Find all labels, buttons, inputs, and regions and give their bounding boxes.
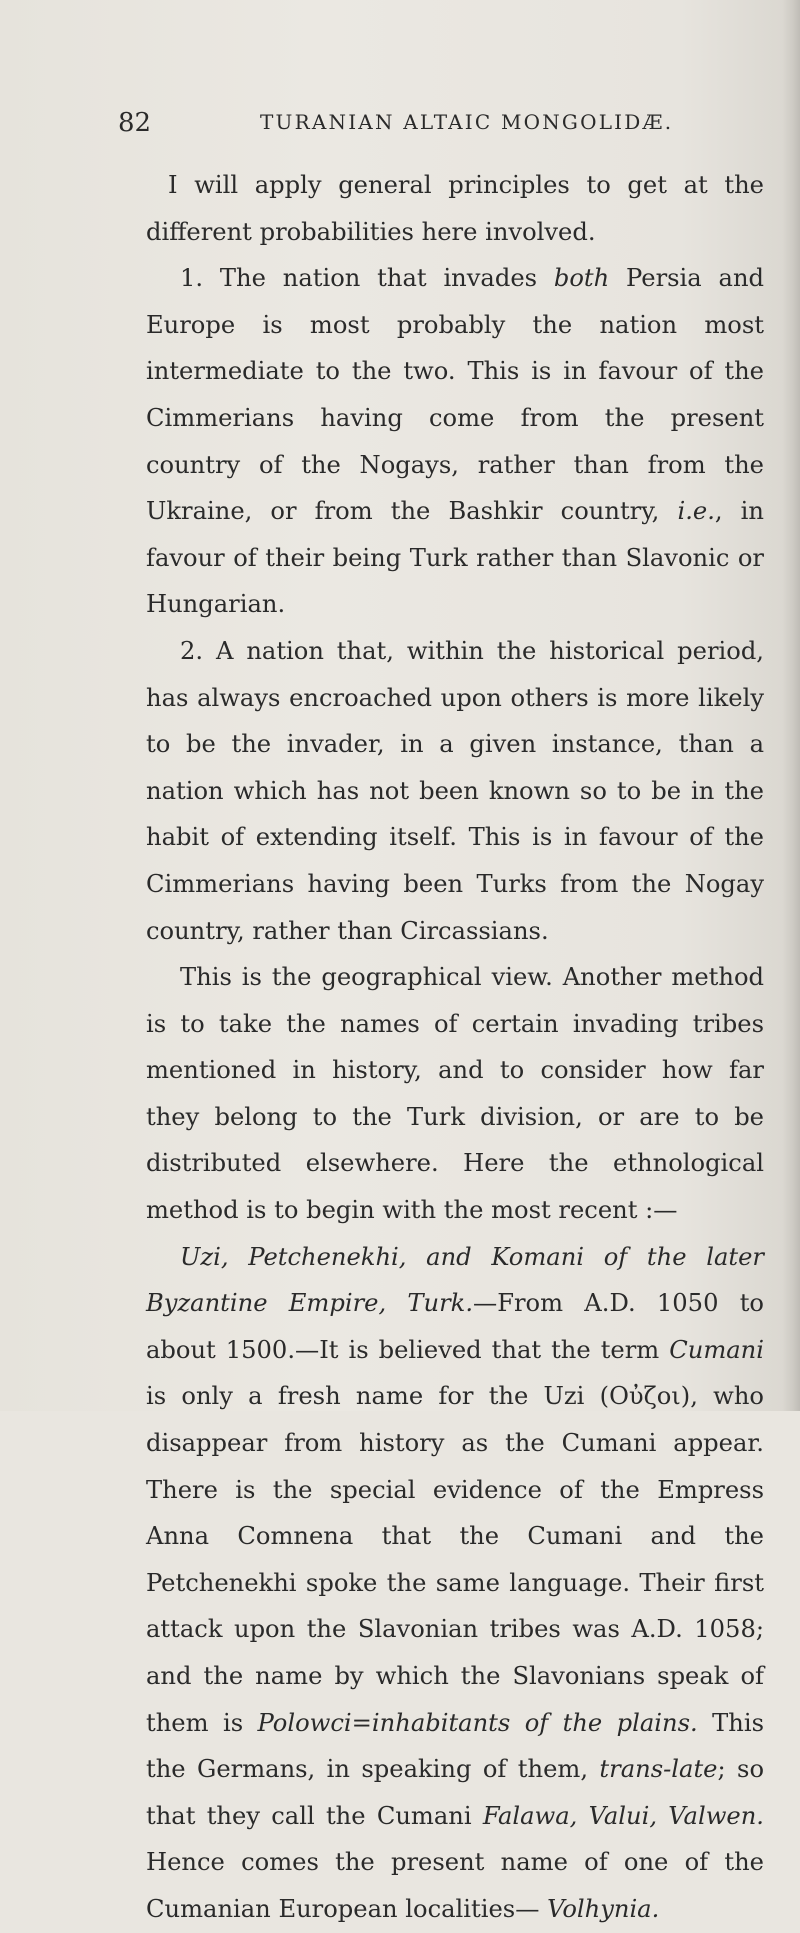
italic-run: Falawa, Valui, Valwen. [482, 1801, 764, 1830]
text-run: Hence comes the present name of one of the Cumanian European localities— [146, 1848, 764, 1923]
italic-run: both [553, 264, 610, 293]
text-run: , in favour of their being Turk rather than Slavonic or Hungarian. [146, 497, 764, 619]
text-run: This the Germans, in speaking of them, [146, 1708, 764, 1784]
page-edge-shadow [782, 0, 800, 1411]
paragraph [146, 628, 764, 954]
paragraph [146, 1234, 764, 1933]
text-run: is only a fresh name for the Uzi (Οὐζοι), who disappear from history as the Cumani appear. There is the special evidence of the Empress Anna Comnena that the Cumani and the Petchenekhi spoke the same language. Their first attack upon the Slavonian tribes was A.D. 1058; and the name by which the Slavonians speak of them is [146, 1382, 764, 1737]
text-run: —From A.D. 1050 to about 1500.—It is believed that the term [146, 1289, 764, 1364]
text-run: 2. A nation that, within the historical period, has always encroached upon others is more likely to be the invader, in a given instance, than a nation which has not been known so to be in the habit of extending itself. This is in favour of the Cimmerians having been Turks from the Nogay country, rather than Circassians. [146, 636, 764, 945]
text-run: ; so that they call the Cumani [146, 1755, 765, 1830]
text-run: I will apply general principles to get at the different probabilities here involved. [146, 171, 764, 246]
italic-run: trans-late [599, 1755, 718, 1784]
body-text [146, 162, 764, 1933]
paragraph [146, 162, 764, 255]
paragraph [146, 954, 764, 1234]
italic-run: Uzi, Petchenekhi, and Komani of the later Byzantine Empire, Turk. [146, 1242, 764, 1318]
running-head: TURANIAN ALTAIC MONGOLIDÆ. [260, 110, 674, 134]
italic-run: Volhynia. [547, 1894, 660, 1923]
page-number: 82 [118, 108, 152, 138]
text-run: This is the geographical view. Another method is to take the names of certain invading tribes mentioned in history, and to consider how far they belong to the Turk division, or are to be distributed elsewhere. Here the ethnological method is to begin with the most recent :— [146, 963, 764, 1225]
page-header [118, 108, 758, 140]
paragraph [146, 255, 764, 628]
text-run: 1. The nation that invades [180, 264, 554, 293]
text-run: Persia and Europe is most probably the nation most intermediate to the two. This is in favour of the Cimmerians having come from the present country of the Nogays, rather than from the Ukraine, or from the Bashkir country, [146, 264, 765, 526]
italic-run: i.e. [677, 497, 715, 526]
italic-run: Cumani [669, 1335, 764, 1364]
italic-run: Polowci=inhabitants of the plains. [257, 1708, 698, 1737]
